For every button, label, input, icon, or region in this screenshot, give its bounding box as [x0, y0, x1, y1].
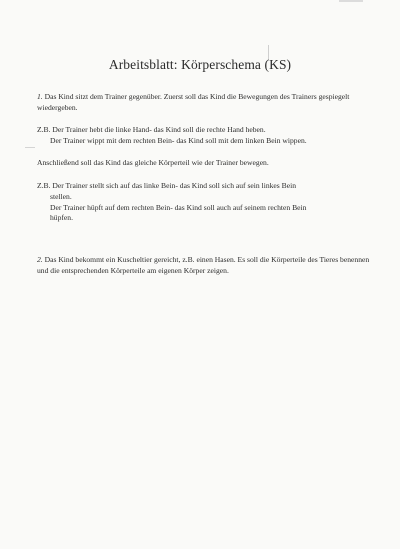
example-line: Z.B. Der Trainer hebt die linke Hand- das Kind soll die rechte Hand heben. [37, 125, 266, 134]
example-line-continuation: hüpfen. [50, 213, 73, 223]
example-line: Z.B. Der Trainer stellt sich auf das linke Bein- das Kind soll sich auf sein linkes Bein [37, 181, 296, 190]
paragraph-number: 2. [37, 255, 43, 264]
paragraph-text: Das Kind sitzt dem Trainer gegenüber. Zuerst soll das Kind die Bewegungen des Trainers gespiegelt wiedergeben. [37, 92, 350, 112]
example-line: Der Trainer wippt mit dem rechten Bein- das Kind soll mit dem linken Bein wippen. [50, 135, 307, 145]
example-line: Der Trainer hüpft auf dem rechten Bein- das Kind soll auch auf seinem rechten Bein [50, 202, 307, 212]
paragraph-text: Das Kind bekommt ein Kuscheltier gereicht, z.B. einen Hasen. Es soll die Körperteile des Tieres benennen und die entsprechenden Körperteile am eigenen Körper zeigen. [37, 255, 370, 275]
paragraph-text: Anschließend soll das Kind das gleiche Körperteil wie der Trainer bewegen. [37, 158, 269, 167]
page-title: Arbeitsblatt: Körperschema (KS) [108, 57, 292, 72]
scan-artifact [25, 147, 35, 148]
paragraph-number: 1. [37, 92, 43, 101]
scan-artifact [339, 0, 363, 2]
paragraph-3 [37, 158, 371, 169]
paragraph-1 [37, 92, 371, 114]
example-line-continuation: stellen. [50, 191, 72, 201]
paragraph-5 [37, 255, 371, 277]
paragraph-4 [37, 181, 371, 224]
paragraph-2 [37, 125, 371, 147]
